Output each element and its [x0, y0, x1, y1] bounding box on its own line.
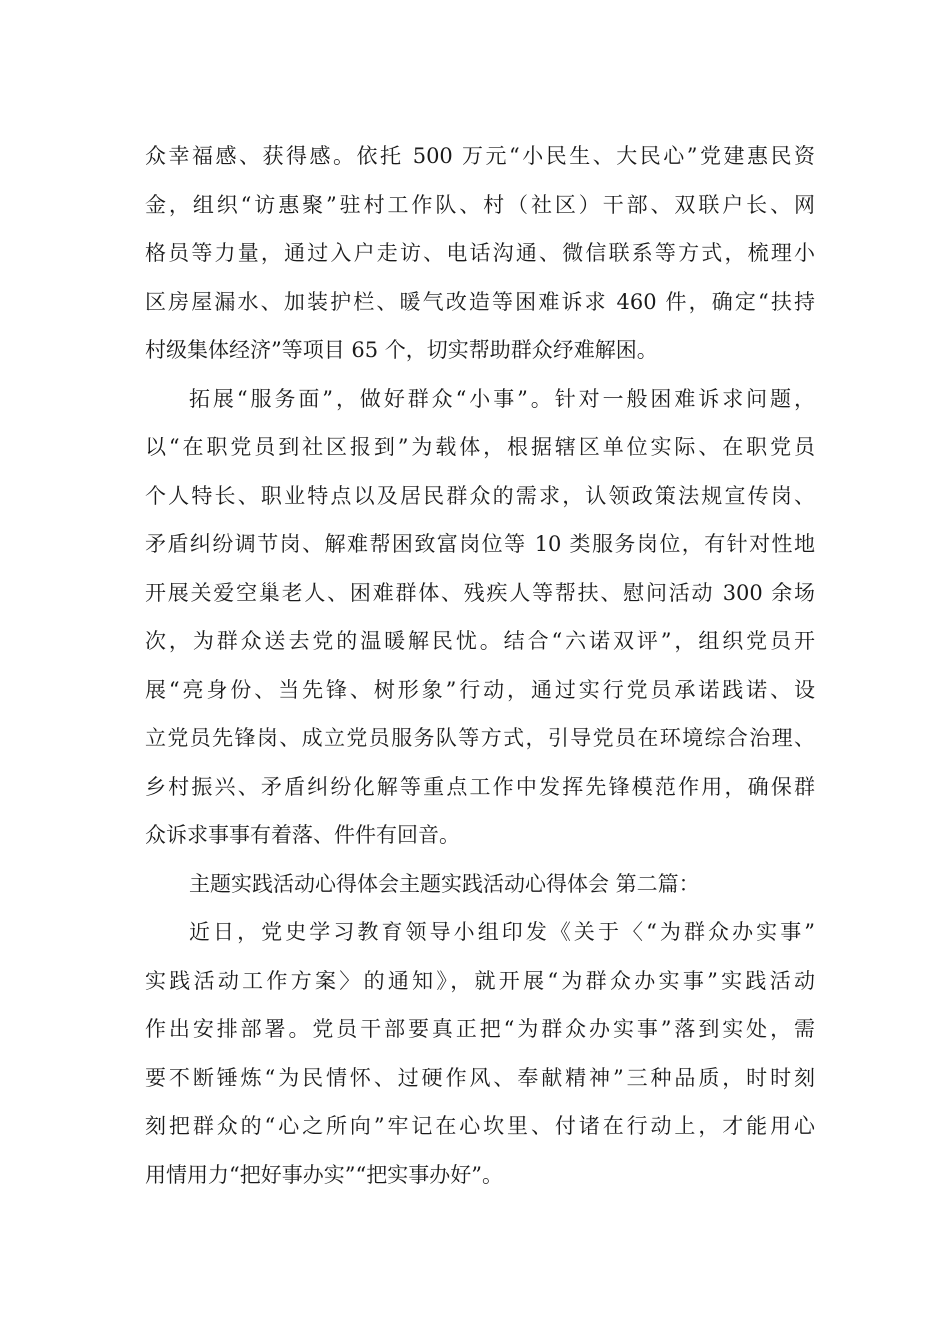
text-line: 矛盾纠纷调节岗、解难帮困致富岗位等 10 类服务岗位，有针对性地	[145, 532, 815, 556]
text-line: 区房屋漏水、加装护栏、暖气改造等困难诉求 460 件，确定“扶持	[145, 289, 815, 314]
text-line: 用情用力“把好事办实”“把实事办好”。	[145, 1162, 503, 1187]
text-line: 以“在职党员到社区报到”为载体，根据辖区单位实际、在职党员	[145, 435, 815, 459]
text-line: 立党员先锋岗、成立党员服务队等方式，引导党员在环境综合治理、	[145, 726, 815, 750]
text-line: 金，组织“访惠聚”驻村工作队、村（社区）干部、双联户长、网	[145, 192, 815, 217]
text-line: 个人特长、职业特点以及居民群众的需求，认领政策法规宣传岗、	[145, 483, 815, 508]
text-line: 次，为群众送去党的温暖解民忧。结合“六诺双评”，组织党员开	[145, 629, 815, 653]
text-line: 众诉求事事有着落、件件有回音。	[145, 823, 460, 847]
text-line: 拓展“服务面”，做好群众“小事”。针对一般困难诉求问题，	[189, 386, 815, 411]
text-line: 格员等力量，通过入户走访、电话沟通、微信联系等方式，梳理小	[145, 241, 815, 265]
text-line: 乡村振兴、矛盾纠纷化解等重点工作中发挥先锋模范作用，确保群	[145, 774, 815, 799]
text-line: 实践活动工作方案〉的通知》，就开展“为群众办实事”实践活动	[145, 968, 815, 993]
text-line: 展“亮身份、当先锋、树形象”行动，通过实行党员承诺践诺、设	[145, 677, 815, 702]
document-body	[145, 132, 815, 1199]
text-line: 开展关爱空巢老人、困难群体、残疾人等帮扶、慰问活动 300 余场	[145, 580, 815, 605]
text-line: 众幸福感、获得感。依托 500 万元“小民生、大民心”党建惠民资	[145, 144, 815, 168]
text-line: 近日，党史学习教育领导小组印发《关于〈“为群众办实事”	[189, 920, 815, 944]
section-heading: 主题实践活动心得体会主题实践活动心得体会 第二篇：	[189, 871, 700, 896]
text-line: 要不断锤炼“为民情怀、过硬作风、奉献精神”三种品质，时时刻	[145, 1065, 815, 1090]
text-line: 作出安排部署。党员干部要真正把“为群众办实事”落到实处，需	[145, 1017, 815, 1041]
text-line: 刻把群众的“心之所向”牢记在心坎里、付诸在行动上，才能用心	[145, 1114, 815, 1138]
text-line: 村级集体经济”等项目 65 个，切实帮助群众纾难解困。	[145, 338, 658, 362]
